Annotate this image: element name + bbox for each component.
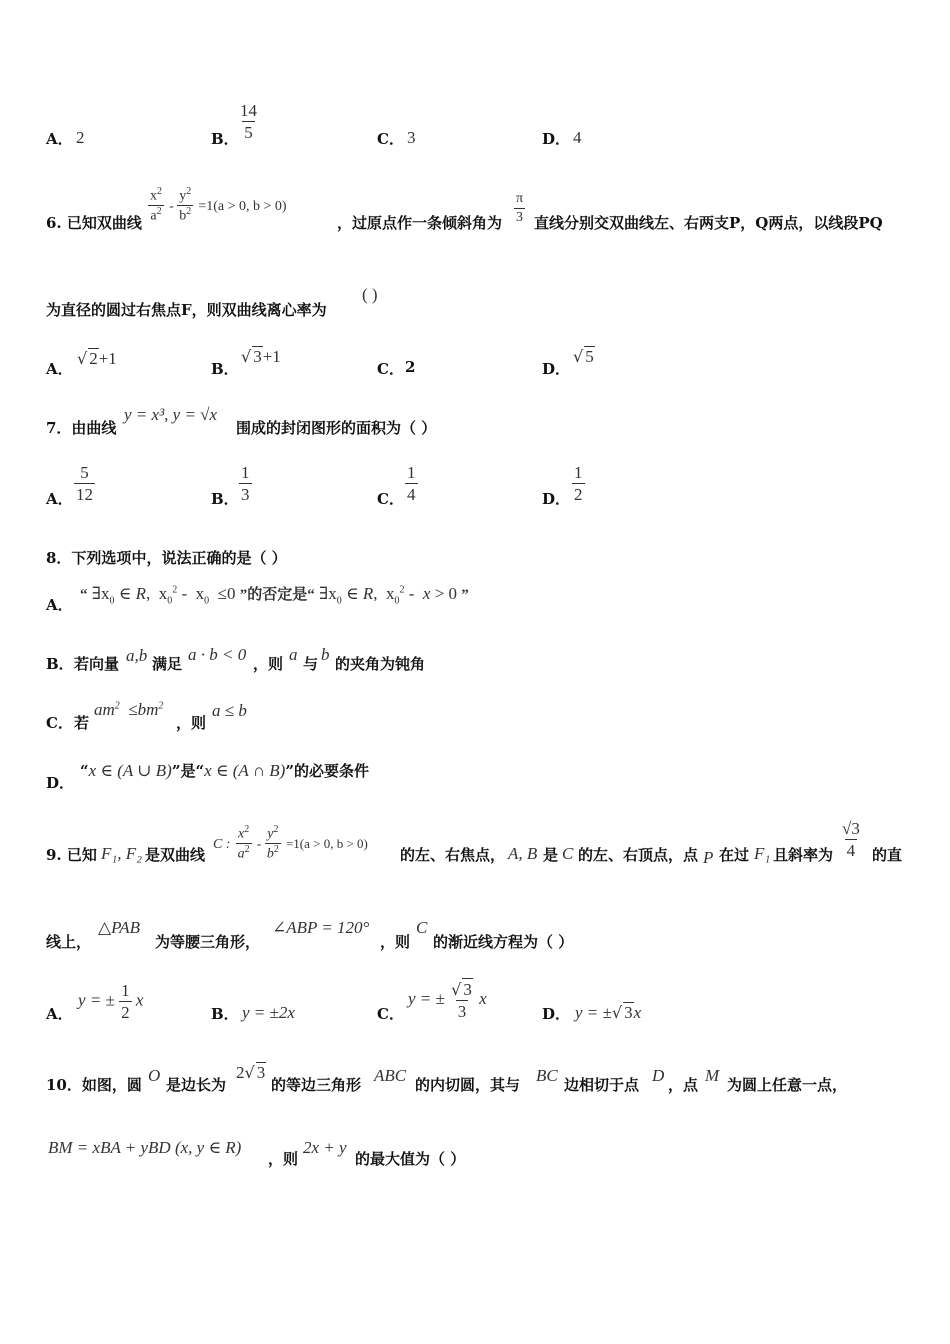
q10-o: O [148,1066,161,1085]
q8-b-vectors: a,b [126,646,148,665]
q7-suffix: 围成的封闭图形的面积为（ ） [236,419,437,437]
q9-triangle: △PAB [98,918,141,937]
q6-option-b-label: B． [211,360,239,378]
q8-c-label: C． [46,714,73,732]
q9-option-c-value: y = ± $\frac{√ 3}{3}$ x [408,980,487,1022]
q10-t2: 的等边三角形 [271,1076,362,1094]
q7-option-d-fraction: $\frac{1}{2}$ [574,463,583,505]
q9-line2-a: 线上， [46,933,92,951]
q10-t4: 边相切于点 [564,1076,640,1094]
q10-t3: 的内切圆，其与 [415,1076,521,1094]
q5-option-d-value: 4 [573,128,582,147]
q6-answer-paren: ( ) [362,285,378,304]
q5-option-b-num: 14 [240,101,257,120]
q9-t2: 是 [543,846,559,864]
q8-b-then: ，则 [253,655,284,673]
q6-mid2: 直线分别交双曲线左、右两支P，Q两点，以线段PQ [534,214,883,232]
q10-bc: BC [536,1066,558,1085]
q8-b-condition: a · b < 0 [188,645,247,664]
q9-line2-d: 的渐近线方程为（ ） [433,933,574,951]
q8-d-statement: “x ∈ (A ∪ B)”是“x ∈ (A ∩ B)”的必要条件 [80,761,369,780]
q7-option-a-label: A． [46,490,73,508]
q9-ab: A, B [508,844,538,863]
q6-line2: 为直径的圆过右焦点F，则双曲线离心率为 [46,301,327,319]
q10-t5: ，点 [668,1076,699,1094]
q9-condition: =1(a > 0, b > 0) [285,836,368,852]
q9-hyperbola-eq: C : $\frac{x^2}{a^2}$ - $\frac{y^2}{b^2}$ =1(a > 0, b > 0) [213,824,368,862]
q10-expr: 2x + y [303,1138,347,1157]
q9-option-d-label: D． [542,1005,571,1023]
q8-b-b: b [321,645,330,664]
q6-option-c-value: 2 [405,358,416,376]
q10-abc: ABC [374,1066,407,1085]
q6-angle-fraction [514,190,525,226]
q9-option-a-value: y = ± $\frac{1}{2}$ x [78,981,144,1023]
q10-t1: 是边长为 [166,1076,227,1094]
q7-prefix: 7．由曲线 [46,419,117,437]
q7-option-b-label: B． [211,490,239,508]
q5-option-a-label: A． [46,130,73,148]
q5-option-b-den: 5 [244,123,253,143]
q10-t8: 的最大值为（ ） [355,1150,466,1168]
q10-vector-eq: BM = xBA + yBD (x, y ∈ R) [48,1138,242,1157]
q8-b-a: a [289,645,298,664]
q9-f1: F₁ [754,844,771,863]
q6-option-b-value: √ 3+1 [241,347,281,366]
q8-b-mid: 满足 [152,655,183,673]
q10-m: M [705,1066,720,1085]
q6-option-a-label: A． [46,360,73,378]
q9-option-d-value: y = ±√ 3x [575,1003,642,1022]
q9-slope-num: √3 [842,819,860,838]
q8-b-end: 的夹角为钝角 [335,655,426,673]
q9-t1: 的左、右焦点， [400,846,506,864]
q6-option-a-value: √ 2+1 [77,349,117,368]
q10-t6: 为圆上任意一点， [727,1076,848,1094]
q10-d: D [652,1066,665,1085]
q9-is: 是双曲线 [145,846,206,864]
q6-angle-den: 3 [516,209,524,225]
q8-a-label: A． [46,596,73,614]
q9-line2-c: ，则 [380,933,411,951]
q8-b-label: B． [46,655,74,673]
q9-option-c-label: C． [377,1005,404,1023]
q8-b-and: 与 [303,655,319,673]
q10-t7: ，则 [268,1150,299,1168]
q9-c: C [562,844,574,863]
q8-stem: 8．下列选项中，说法正确的是（ ） [46,549,287,567]
q6-hyperbola-eq: $\frac{x^2}{a^2}$ - $\frac{y^2}{b^2}$ =1(a > 0, b > 0) [150,186,287,224]
q5-option-a-value: 2 [76,128,85,147]
q9-slope-fraction [840,818,862,862]
q6-option-c-label: C． [377,360,404,378]
q7-option-a-fraction: $\frac{5}{12}$ [76,463,93,505]
q8-b-pre: 若向量 [74,655,120,673]
q9-line2-b: 为等腰三角形， [155,933,261,951]
q9-prefix: 9. 已知 [46,846,97,864]
q9-option-b-label: B． [211,1005,239,1023]
q6-angle-num: π [516,191,524,206]
q10-side: 2√ 3 [236,1063,266,1082]
q6-condition: =1(a > 0, b > 0) [198,199,287,215]
q9-t4: 在过 [719,846,750,864]
q6-prefix: 6. 已知双曲线 [46,214,142,232]
q9-t3: 的左、右顶点，点 [578,846,699,864]
q7-option-d-label: D． [542,490,571,508]
q5-option-c-label: C． [377,130,404,148]
q7-option-c-label: C． [377,490,404,508]
q7-curves: y = x³, y = √x [124,405,218,424]
q8-c-pre: 若 [74,714,90,732]
q10-prefix: 10．如图，圆 [46,1076,142,1094]
q9-p: P [703,848,714,867]
q9-option-b-value: y = ±2x [242,1003,295,1022]
q7-option-b-fraction: $\frac{1}{3}$ [241,463,250,505]
q5-option-b-label: B． [211,130,239,148]
q8-c-condition: $am^2 \le bm^2$ [94,700,164,719]
q9-foci: F₁, F₂ [101,844,143,863]
q9-option-a-label: A． [46,1005,73,1023]
q8-d-label: D． [46,774,75,792]
q9-angle: ∠ABP = 120° [272,918,370,937]
q9-slope-den: 4 [846,841,856,861]
q6-option-d-value: √ 5 [573,347,594,366]
q5-option-d-label: D． [542,130,571,148]
q8-c-then: ，则 [176,714,207,732]
q9-t6: 的直 [872,846,903,864]
q6-option-d-label: D． [542,360,571,378]
q6-mid1: ，过原点作一条倾斜角为 [337,214,503,232]
q9-t5: 且斜率为 [773,846,834,864]
q5-option-b-fraction [238,100,259,144]
q7-option-c-fraction: $\frac{1}{4}$ [407,463,416,505]
q9-c-again: C [416,918,428,937]
q8-a-statement: “ $\exists x_0$ ∈ R, $x_0^2 - x_0 \le 0$ ”的否定是“ $\exists x_0$ ∈ R, $x_0^2 - x > 0$ ” [80,584,469,607]
q8-c-result: a ≤ b [212,701,247,720]
q5-option-c-value: 3 [407,128,416,147]
